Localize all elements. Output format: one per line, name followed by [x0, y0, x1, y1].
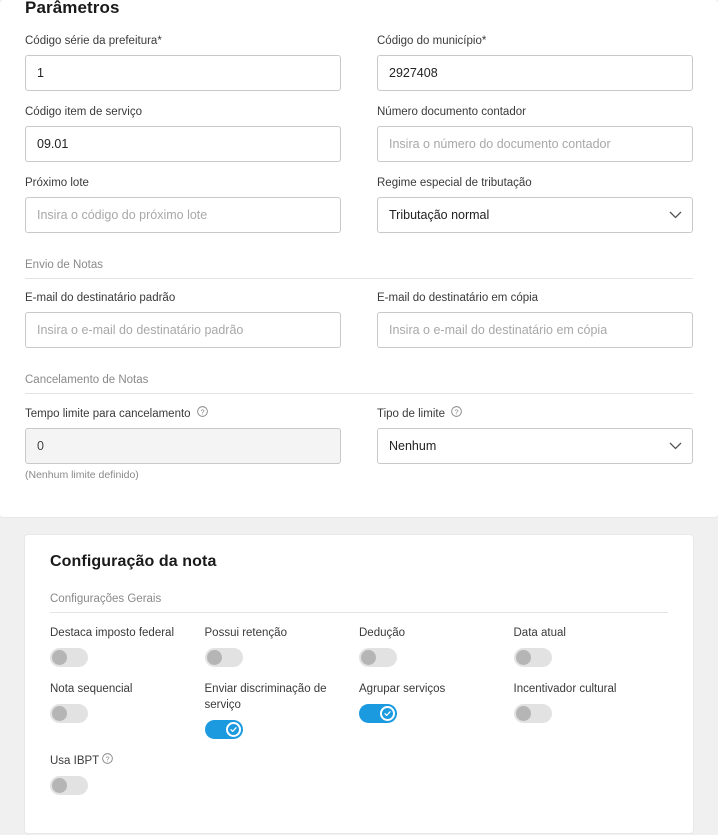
toggle-label	[50, 753, 195, 769]
field-codigo-municipio	[377, 34, 693, 91]
svg-text:?: ?	[200, 407, 205, 417]
proximo-lote-label: Próximo lote	[25, 177, 89, 189]
page-title: Parâmetros	[25, 0, 120, 17]
toggle-label-text: Usa IBPT	[50, 755, 99, 768]
toggle-switch[interactable]	[514, 704, 552, 723]
toggle-switch[interactable]	[205, 720, 243, 739]
toggle-data-atual	[514, 625, 669, 667]
toggle-possui-retencao	[205, 625, 360, 667]
envio-notas-subtitle: Envio de Notas	[25, 249, 693, 279]
toggle-enviar-discriminacao-servico	[205, 681, 360, 739]
toggle-label: Enviar discriminação de serviço	[204, 683, 327, 712]
toggle-incentivador-cultural	[514, 681, 669, 739]
toggle-knob	[361, 650, 376, 665]
toggle-knob	[207, 650, 222, 665]
toggle-switch[interactable]	[205, 648, 243, 667]
toggle-label: Possui retenção	[204, 627, 287, 640]
tipo-limite-label	[377, 406, 693, 422]
svg-text:?: ?	[454, 407, 459, 417]
nota-config-title: Configuração da nota	[50, 553, 217, 571]
codigo-item-input[interactable]	[25, 126, 341, 162]
toggle-label: Data atual	[513, 627, 566, 640]
tipo-limite-value[interactable]	[377, 428, 693, 464]
field-email-copia	[377, 291, 693, 348]
toggle-label: Destaca imposto federal	[50, 627, 175, 640]
regime-especial-value[interactable]	[377, 197, 693, 233]
numero-documento-label: Número documento contador	[377, 106, 526, 118]
toggle-knob	[380, 706, 395, 721]
toggle-knob	[52, 650, 67, 665]
tempo-limite-input[interactable]	[25, 428, 341, 464]
row-emails	[25, 291, 693, 362]
regime-especial-select[interactable]	[377, 197, 693, 233]
toggle-label: Agrupar serviços	[359, 683, 446, 696]
field-regime-especial	[377, 176, 693, 233]
email-padrao-label: E-mail do destinatário padrão	[25, 292, 176, 304]
toggle-label: Dedução	[359, 627, 406, 640]
tempo-limite-hint: (Nenhum limite definido)	[25, 469, 139, 482]
field-tipo-limite	[377, 406, 693, 481]
field-email-padrao	[25, 291, 341, 348]
help-icon[interactable]	[451, 406, 462, 422]
row-codigo	[25, 34, 693, 105]
row-item-documento	[25, 105, 693, 176]
codigo-item-label: Código item de serviço	[25, 106, 142, 118]
toggle-agrupar-servicos	[359, 681, 514, 739]
email-padrao-input[interactable]	[25, 312, 341, 348]
tempo-limite-label	[25, 406, 341, 422]
toggle-switch[interactable]	[50, 776, 88, 795]
tipo-limite-select[interactable]	[377, 428, 693, 464]
nota-config-card	[24, 534, 694, 834]
cancelamento-notas-subtitle: Cancelamento de Notas	[25, 364, 693, 394]
toggle-deducao	[359, 625, 514, 667]
row-lote-regime	[25, 176, 693, 247]
toggle-knob	[516, 706, 531, 721]
field-codigo-serie	[25, 34, 341, 91]
codigo-municipio-input[interactable]	[377, 55, 693, 91]
toggle-switch[interactable]	[50, 704, 88, 723]
field-codigo-item	[25, 105, 341, 162]
row-cancelamento	[25, 406, 693, 495]
toggle-destaca-imposto-federal	[50, 625, 205, 667]
numero-documento-input[interactable]	[377, 126, 693, 162]
proximo-lote-input[interactable]	[25, 197, 341, 233]
codigo-municipio-label: Código do município*	[377, 35, 487, 47]
toggle-knob	[516, 650, 531, 665]
toggle-knob	[52, 706, 67, 721]
codigo-serie-input[interactable]	[25, 55, 341, 91]
codigo-serie-label: Código série da prefeitura*	[25, 35, 162, 47]
toggle-usa-ibpt	[50, 753, 205, 795]
field-numero-documento	[377, 105, 693, 162]
email-copia-label: E-mail do destinatário em cópia	[377, 292, 539, 304]
regime-especial-label: Regime especial de tributação	[377, 177, 532, 189]
help-icon[interactable]	[102, 755, 113, 767]
toggle-label: Incentivador cultural	[513, 683, 617, 696]
toggle-switch[interactable]	[50, 648, 88, 667]
toggle-knob	[226, 722, 241, 737]
toggle-grid	[50, 625, 668, 809]
nota-config-subtitle: Configurações Gerais	[50, 583, 668, 613]
toggle-knob	[52, 778, 67, 793]
toggle-switch[interactable]	[359, 704, 397, 723]
toggle-switch[interactable]	[514, 648, 552, 667]
email-copia-input[interactable]	[377, 312, 693, 348]
tipo-limite-label-text: Tipo de limite	[377, 408, 445, 421]
field-proximo-lote	[25, 176, 341, 233]
svg-text:?: ?	[105, 754, 110, 764]
toggle-nota-sequencial	[50, 681, 205, 739]
tempo-limite-label-text: Tempo limite para cancelamento	[25, 408, 191, 421]
toggle-label: Nota sequencial	[50, 683, 133, 696]
help-icon[interactable]	[197, 406, 208, 422]
toggle-switch[interactable]	[359, 648, 397, 667]
field-tempo-limite	[25, 406, 341, 481]
